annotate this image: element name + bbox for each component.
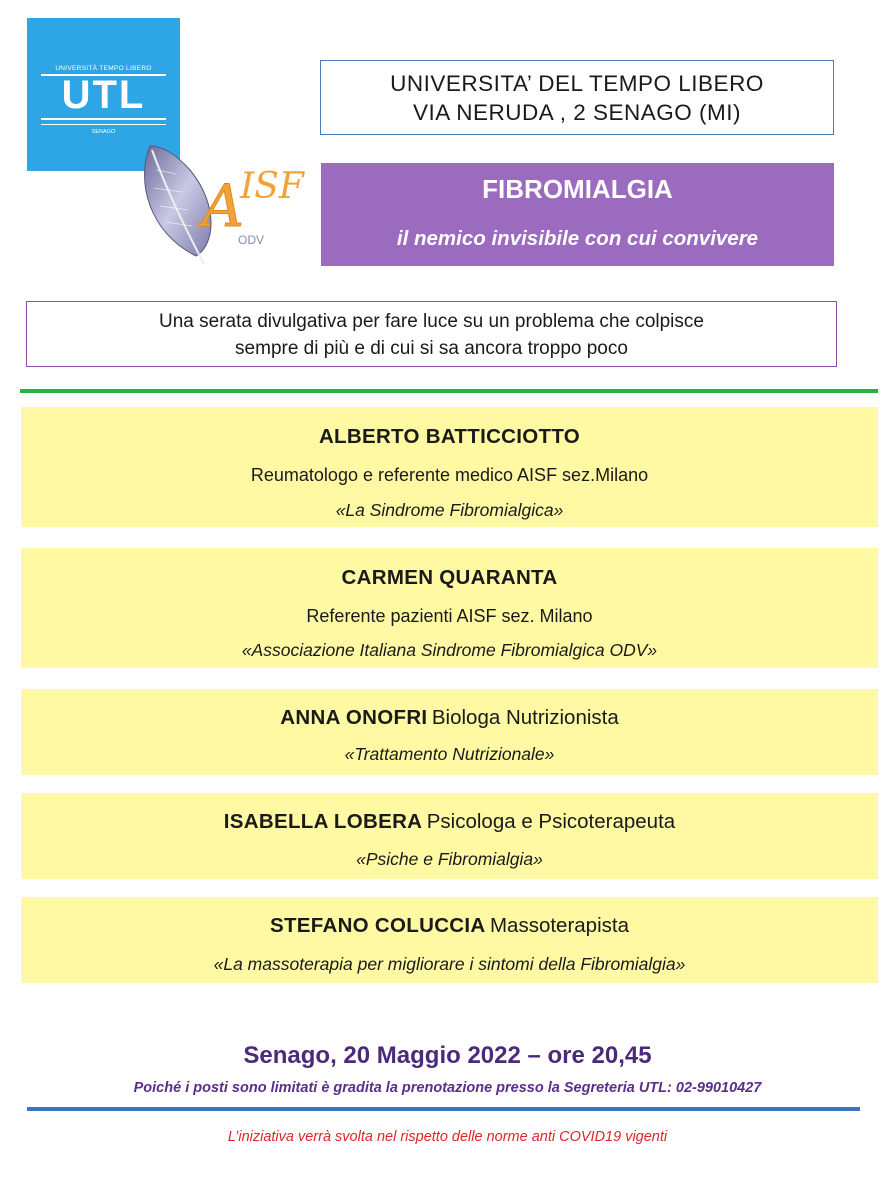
speaker-heading (21, 810, 878, 834)
speaker-role: Psicologa e Psicoterapeuta (426, 810, 676, 833)
utl-logo-mark: UTL (61, 73, 146, 117)
speaker-heading (21, 914, 878, 938)
divider (27, 1107, 860, 1111)
speaker-topic: «Psiche e Fibromialgia» (356, 849, 543, 869)
speaker-card (21, 407, 878, 527)
speaker-card (21, 548, 878, 668)
speaker-topic: «Associazione Italiana Sindrome Fibromialgica ODV» (241, 640, 658, 660)
speaker-name: ANNA ONOFRI (280, 706, 428, 729)
intro-line-2: sempre di più e di cui si sa ancora troppo poco (235, 338, 628, 359)
intro-line-1: Una serata divulgativa per fare luce su un problema che colpisce (159, 311, 704, 332)
utl-logo-divider (41, 118, 166, 120)
speaker-topic: «La massoterapia per migliorare i sintomi della Fibromialgia» (213, 954, 686, 974)
speaker-role: Massoterapista (489, 914, 629, 937)
venue-line-1: UNIVERSITA’ DEL TEMPO LIBERO (390, 71, 764, 96)
covid-notice: L’iniziativa verrà svolta nel rispetto delle norme anti COVID19 vigenti (227, 1129, 668, 1145)
aisf-logo (136, 140, 304, 280)
utl-logo-bottom-text: SENAGO (91, 129, 116, 135)
speaker-name: CARMEN QUARANTA (341, 566, 558, 589)
intro-box (26, 301, 837, 367)
speaker-role: Referente pazienti AISF sez. Milano (306, 606, 593, 626)
booking-notice: Poiché i posti sono limitati è gradita la prenotazione presso la Segreteria UTL: 02-99010427 (133, 1080, 762, 1096)
aisf-logo-mark-a: A (202, 172, 244, 240)
venue-box (320, 60, 834, 135)
utl-logo-divider (41, 124, 166, 125)
event-date-time: Senago, 20 Maggio 2022 – ore 20,45 (243, 1042, 652, 1069)
aisf-logo-sub: ODV (238, 233, 265, 247)
speaker-name: ISABELLA LOBERA (223, 810, 423, 833)
title-box (321, 163, 834, 266)
venue-line-2: VIA NERUDA , 2 SENAGO (MI) (412, 100, 742, 125)
speaker-role: Biologa Nutrizionista (431, 706, 619, 729)
speaker-heading (21, 706, 878, 730)
speaker-topic: «Trattamento Nutrizionale» (344, 744, 555, 764)
speaker-card (21, 793, 878, 879)
divider (20, 389, 878, 393)
speaker-card (21, 897, 878, 983)
aisf-logo-mark-isf: ISF (240, 166, 304, 207)
speaker-name: ALBERTO BATTICCIOTTO (318, 425, 581, 448)
speaker-topic: «La Sindrome Fibromialgica» (335, 500, 564, 520)
speaker-role: Reumatologo e referente medico AISF sez.Milano (250, 465, 649, 485)
speaker-name: STEFANO COLUCCIA (270, 914, 486, 937)
event-title: FIBROMIALGIA (482, 174, 673, 204)
utl-logo-top-text: UNIVERSITÀ TEMPO LIBERO (55, 65, 152, 72)
event-subtitle: il nemico invisibile con cui convivere (396, 227, 759, 250)
speaker-card (21, 689, 878, 775)
